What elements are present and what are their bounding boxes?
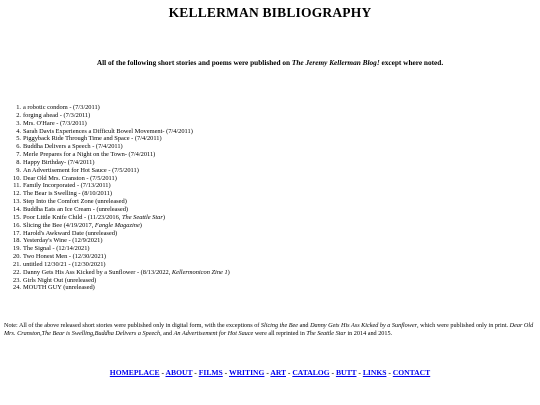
intro-prefix: All of the following short stories and poems were published on — [96, 58, 292, 67]
note-title: An Advertisement for Hot Sauce — [173, 330, 254, 338]
list-item-number: 22. — [13, 268, 21, 276]
list-item-number: 2. — [16, 111, 21, 119]
nav-link-catalog[interactable]: CATALOG — [292, 368, 330, 377]
list-item — [12, 135, 230, 143]
note-title: Danny Gets His Ass Kicked by a Sunflower — [310, 322, 418, 329]
list-item-text: Danny Gets His Ass Kicked by a Sunflower - (8/13/2022, — [23, 268, 172, 276]
list-item-text: Girls Night Out (unreleased) — [23, 276, 97, 284]
list-item-number: 24. — [13, 284, 21, 292]
list-item-text: The Signal - (12/14/2021) — [23, 245, 90, 253]
list-item-text: Happy Birthday- (7/4/2011) — [23, 158, 95, 166]
site-navigation — [0, 368, 540, 377]
list-item — [12, 237, 230, 245]
list-item-text: forging ahead - (7/3/2011) — [23, 111, 91, 119]
list-item-text: Poor Little Knife Child - (11/23/2016, — [23, 213, 122, 221]
list-item-number: 9. — [16, 166, 21, 174]
list-item — [12, 175, 230, 183]
list-item-number: 7. — [16, 151, 21, 159]
note-text: , and — [160, 330, 174, 338]
list-item — [12, 284, 230, 292]
list-item — [12, 269, 230, 277]
list-item-text: Two Honest Men - (12/30/2021) — [23, 253, 106, 261]
list-item-text: Piggyback Ride Through Time and Space - (7/4/2011) — [23, 135, 162, 143]
list-item — [12, 261, 230, 269]
list-item-text: An Advertisement for Hot Sauce - (7/5/2011) — [23, 166, 139, 174]
list-item-number: 13. — [13, 198, 21, 206]
publication-name: Kellermonicon Zine 1 — [171, 268, 228, 276]
nav-separator: - — [159, 368, 166, 377]
note-text: were all reprinted in — [253, 330, 307, 338]
list-item-text: MOUTH GUY (unreleased) — [23, 284, 95, 292]
list-item-text: Dear Old Mrs. Cranston - (7/5/2011) — [23, 174, 117, 182]
list-item-number: 11. — [13, 182, 21, 190]
list-item — [12, 230, 230, 238]
list-item-text: Step Into the Comfort Zone (unreleased) — [23, 198, 127, 206]
nav-link-films[interactable]: FILMS — [198, 368, 223, 377]
list-item — [12, 253, 230, 261]
list-item-text: a robotic condom - (7/3/2011) — [23, 104, 100, 111]
note-text: , which were published only in print. — [417, 322, 510, 329]
list-item-number: 10. — [13, 174, 21, 182]
list-item-text: The Bear is Swelling - (8/10/2011) — [23, 190, 113, 198]
list-item-number: 1. — [16, 104, 21, 111]
list-item-text: Merle Prepares for a Night on the Town- (7/4/2011) — [23, 151, 156, 159]
list-item-text: Yesterday's Wine - (12/9/2021) — [23, 237, 103, 245]
publication-name: The Seattle Star — [122, 213, 163, 221]
list-item-text: ) — [139, 221, 142, 229]
publication-note — [4, 322, 536, 339]
list-item — [12, 182, 230, 190]
nav-separator: - — [286, 368, 293, 377]
nav-link-writing[interactable]: WRITING — [228, 368, 265, 377]
nav-separator: - — [264, 368, 271, 377]
intro-suffix: except where noted. — [379, 58, 444, 67]
note-text: Note: All of the above released short stories were published only in digital form, with the exceptions of — [4, 322, 261, 329]
list-item-number: 19. — [13, 245, 21, 253]
list-item-text: Buddha Delivers a Speech - (7/4/2011) — [23, 143, 123, 151]
list-item-number: 20. — [13, 253, 21, 261]
list-item-text: ) — [162, 213, 165, 221]
list-item-number: 14. — [13, 205, 21, 213]
list-item — [12, 128, 230, 136]
blog-name: The Jeremy Kellerman Blog! — [291, 58, 380, 67]
list-item — [12, 222, 230, 230]
nav-separator: - — [329, 368, 336, 377]
nav-separator: - — [386, 368, 393, 377]
note-title: The Seattle Star — [306, 330, 346, 338]
nav-link-butt[interactable]: BUTT — [335, 368, 357, 377]
list-item-number: 17. — [13, 229, 21, 237]
list-item-number: 12. — [13, 190, 21, 198]
list-item-text: Slicing the Bee (4/19/2017, — [23, 221, 95, 229]
list-item — [12, 143, 230, 151]
page-title: KELLERMAN BIBLIOGRAPHY — [168, 5, 372, 20]
note-text: and — [298, 322, 311, 329]
list-item — [12, 159, 230, 167]
nav-link-art[interactable]: ART — [270, 368, 286, 377]
list-item-number: 16. — [13, 221, 21, 229]
list-item — [12, 277, 230, 285]
list-item — [12, 245, 230, 253]
list-item-number: 8. — [16, 158, 21, 166]
list-item — [12, 120, 230, 128]
list-item-text: Family Incorporated - (7/13/2011) — [23, 182, 111, 190]
note-text: in 2014 and 2015. — [345, 330, 393, 338]
note-title: Slicing the Bee — [260, 322, 299, 329]
bibliography-list — [12, 104, 230, 292]
list-item-text: Mrs. O'Hare - (7/3/2011) — [23, 119, 87, 127]
intro-text — [0, 58, 540, 67]
list-item-number: 18. — [13, 237, 21, 245]
list-item-number: 23. — [13, 276, 21, 284]
list-item-number: 4. — [16, 127, 21, 135]
nav-link-about[interactable]: ABOUT — [165, 368, 193, 377]
list-item — [12, 214, 230, 222]
list-item-number: 3. — [16, 119, 21, 127]
nav-link-links[interactable]: LINKS — [362, 368, 387, 377]
list-item-text: Buddha Eats an Ice Cream - (unreleased) — [23, 205, 129, 213]
note-title: Dear Old Mrs. Cranston,The Bear is Swelling,Buddha Delivers a Speech — [4, 322, 534, 338]
list-item-text: ) — [227, 268, 230, 276]
list-item — [12, 112, 230, 120]
nav-link-contact[interactable]: CONTACT — [392, 368, 431, 377]
publication-name: Fangle Magazine — [94, 221, 140, 229]
list-item-number: 6. — [16, 143, 21, 151]
list-item — [12, 190, 230, 198]
nav-separator: - — [192, 368, 199, 377]
list-item — [12, 151, 230, 159]
list-item-text: untitled 12/30/21 - (12/30/2021) — [23, 260, 106, 268]
list-item-text: Harold's Awkward Date (unreleased) — [23, 229, 118, 237]
nav-separator: - — [222, 368, 229, 377]
list-item — [12, 206, 230, 214]
list-item — [12, 167, 230, 175]
list-item — [12, 104, 230, 112]
list-item-text: Sarah Davis Experiences a Difficult Bowel Movement- (7/4/2011) — [23, 127, 193, 135]
list-item — [12, 198, 230, 206]
list-item-number: 5. — [16, 135, 21, 143]
list-item-number: 15. — [13, 213, 21, 221]
nav-separator: - — [356, 368, 363, 377]
nav-link-homeplace[interactable]: HOMEPLACE — [109, 368, 160, 377]
list-item-number: 21. — [13, 260, 21, 268]
